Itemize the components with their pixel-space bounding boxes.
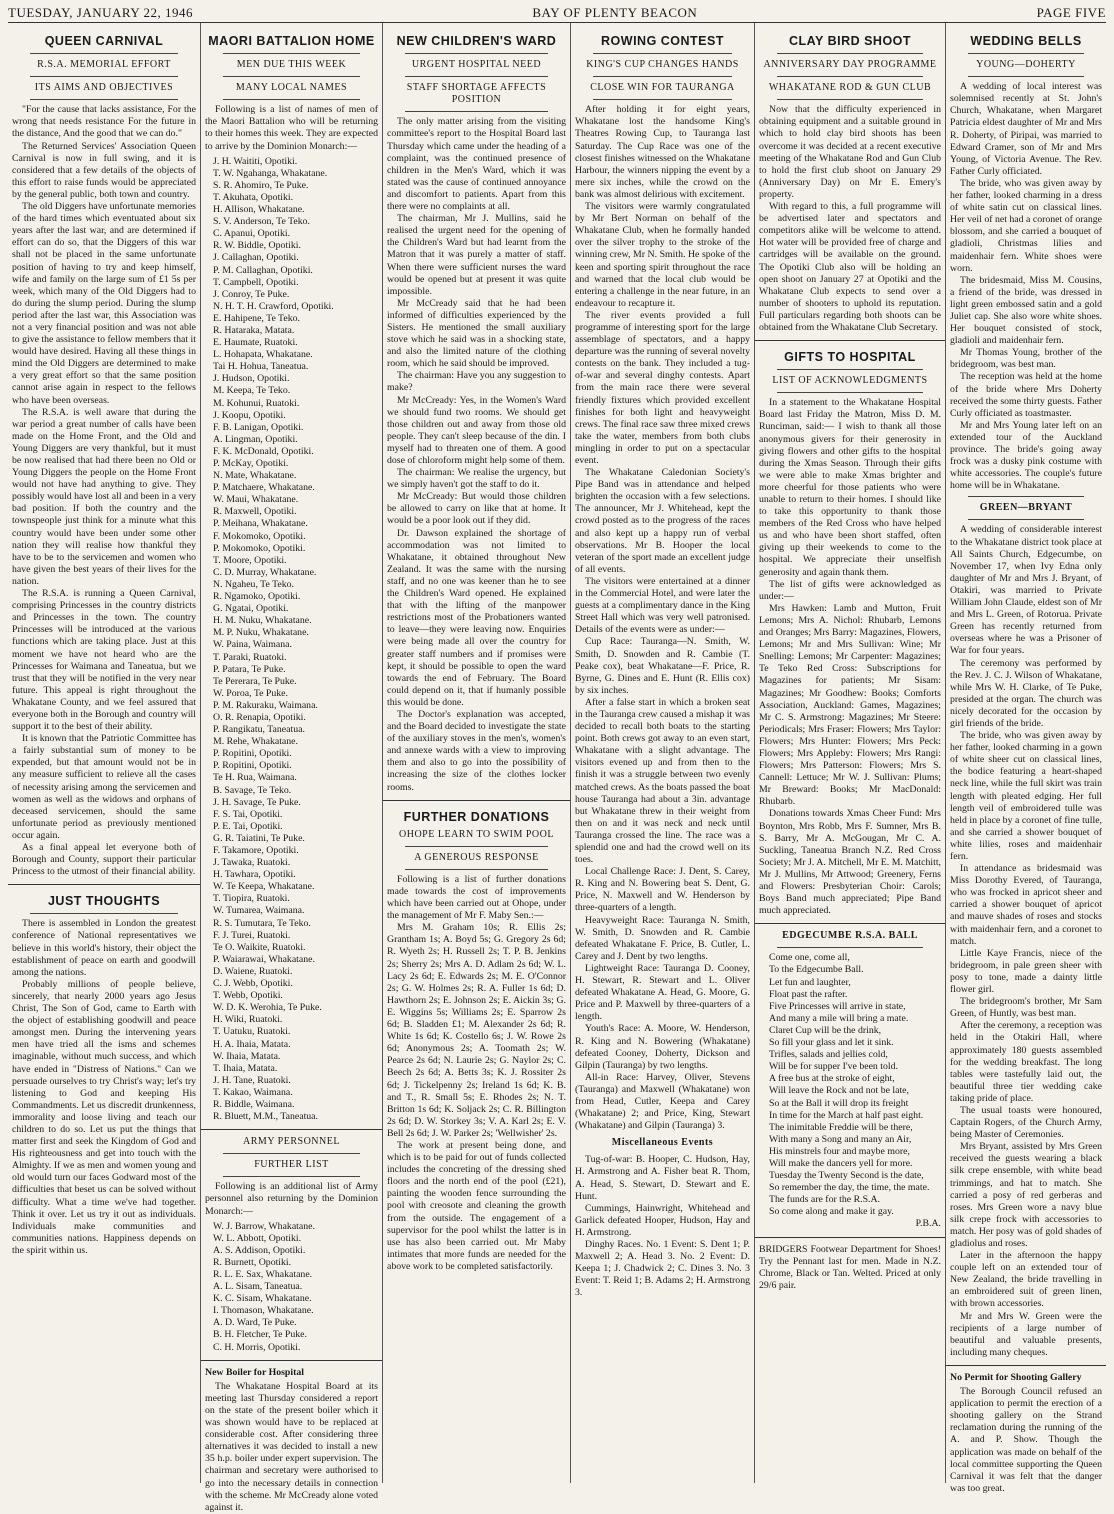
list-item: N. H. T. H. Crawford, Opotiki.	[213, 300, 334, 312]
list-item: P. Waiarawai, Whakatane.	[213, 953, 315, 965]
article-subhead: KING'S CUP CHANGES HANDS	[586, 59, 739, 71]
paragraph: After the ceremony, a reception was held in the Otakiri Hall, where approximately 180 guests assembled for the wedding breakfast. The long tables were tastefully laid out, the beautiful three tier wedding cake taking pride of place.	[950, 1020, 1102, 1104]
poem-line: Let fun and laughter,	[769, 976, 851, 988]
paragraph: Dr. Dawson explained the shortage of accommodation was not limited to Whakatane, it obtained throughout New Zealand. It was the same with the nursing staff, and no one was keener than he to see the Children's Ward opened. He explained that with the lifting of the manpower restrictions most of the Probationers wanted to leave—they were leaving now. Enquiries were being made all over the country for greater staff numbers and if promises were kept, it should be possible to open the ward towards the end of February. The Board could depend on it, that if humanly possible this would be done.	[387, 527, 566, 708]
poem-line: In time for the March at half past eight.	[769, 1109, 924, 1121]
list-item: G. R. Taiatini, Te Puke.	[213, 832, 305, 844]
paragraph: A wedding of local interest was solemnised recently at St. John's Church, Whakatane, when Margaret Patricia eldest daughter of Mr and Mrs R. Doherty, of Piripai, was married to Edward Cramer, son of Mr and Mrs Young, of Victoria Avenue. The Rev. Father Curly officiated.	[950, 81, 1102, 177]
list-item: P. Ropitini, Opotiki.	[213, 760, 292, 772]
section-subhead: Miscellaneous Events	[611, 1137, 714, 1149]
list-item: W. J. Barrow, Whakatane.	[213, 1220, 315, 1232]
paragraph: The R.S.A. is well aware that during the war period a great number of calls have been made on the Home Front, and the Old and Young Diggers are very thankful, but it must be now realised that had there been no Old or Young Diggers the people on the Home Front would not have had anything to give. They possibly would have lost all and been in a very bad position. If both the country and the townspeople just think for a minute what this country would have been under some other nation they will realise how thankful they have to be to the servicemen and women who have given the best years of their lives for the nation.	[12, 406, 196, 587]
list-item: T. Kakao, Waimana.	[213, 1086, 293, 1098]
paragraph: The Whakatane Caledonian Society's Pipe Band was in attendance and helped brighten the occasion with a few selections. The announcer, Mr J. Whitehead, kept the crowd posted as to the progress of the races and also kept up a happy run of verbal observations. Mr B. Hooper the local veteran of the sport made an excellent judge of all events.	[575, 467, 750, 575]
list-item: J. Koopu, Opotiki.	[213, 409, 286, 421]
list-item: G. Ngatai, Opotiki.	[213, 603, 289, 615]
list-item: B. Savage, Te Teko.	[213, 784, 292, 796]
paragraph: With regard to this, a full programme will be advertised later and spectators and competitors alike will be welcome to attend. Hot water will be provided free of charge and cartridges will be available on the ground. The Opotiki Club also will be holding an open shoot on January 27 at Opotiki and the Whakatane Club expects to send over a number of shooters to uphold its reputation. Full particulars regarding both shoots can be obtained from the Whakatane Club Secretary.	[759, 201, 941, 333]
paragraph: Following is a list of names of men of the Maori Battalion who will be returning to their homes this week. They are expected to arrive by the Dominion Monarch:—	[205, 104, 378, 152]
list-item: W. D. K. Werohia, Te Puke.	[213, 1002, 322, 1014]
paragraph: The chairman: Have you any suggestion to make?	[387, 370, 566, 394]
paragraph: Mrs M. Graham 10s; R. Ellis 2s; Grantham 1s; A. Boyd 5s; G. Gregory 2s 6d; R. Wyeth 2s; H. Russell 2s; T. P. B. Jenkins 2s; Sherry 2s; Mrs A. D. Adlam 2s 6d; W. L. Lacy 2s 6d; E. Edwards 2s; M. E. O'Connor 2s; G. W. Holmes 2s; R. A. Fuller 1s 6d; D. Hawthorn 2s; E. Johnson 2s; E. Aickin 3s; G. E. Wiggins 5s; Williams 2s; E. Sparrow 2s 6d; B. Sladden £1; M. Alexander 2s 6d; R. White 1s 6d; K. Costello 6s; J. W. Rowe 2s 6d; Anonymous 2s; A. Toomath 2s; W. Pearce 2s 6d; N. Laurie 2s; G. Naylor 2s; C. Beech 2s 6d; A. Betts 3s; K. J. Rossiter 2s 6d; J. Tickelpenny 2s; Ireland 1s 6d; K. B. and T., R. Small 5s; E. Rhodes 2s; N. T. Britton 1s 6d; K. Soljack 2s; C. R. Billington 2s 6d; D. W. Storkey 3s; V. A. Karl 2s; E. V. Bell 2s 6d; J. W. Parker 2s; 'Wellwisher' 2s.	[387, 922, 566, 1139]
list-item: W. Maui, Whakatane.	[213, 494, 299, 506]
paragraph: The reception was held at the home of the bride where Mrs Doherty received the some thirty guests. Father Curly officiated as toastmaster.	[950, 371, 1102, 419]
article-subhead: ANNIVERSARY DAY PROGRAMME	[763, 59, 937, 71]
paragraph: Mr McCready: But would those children be allowed to carry on like that at home. It would be a poor look out if they did.	[387, 491, 566, 527]
paragraph: As a final appeal let everyone both of Borough and County, support their particular Princess to the utmost of their financial ability.	[12, 842, 196, 878]
poem-line: So come along and make it gay.	[769, 1206, 894, 1218]
column-rowing-contest	[571, 23, 755, 1483]
list-item: H. M. Nuku, Whakatane.	[213, 615, 312, 627]
paragraph: Now that the difficulty experienced in obtaining equipment and a suitable ground in which to hold clay bird shoots has been overcome it was decided at a recent executive meeting of the Whakatane Rod and Gun Club to hold the first club shoot on January 29 (Anniversary Day) on Mr E. Emery's property.	[759, 104, 941, 200]
list-item: C. H. Morris, Opotiki.	[213, 1341, 301, 1353]
paragraph: The Whakatane Hospital Board at its meeting last Thursday considered a report on the state of the present boiler which it was shown would have to be replaced at considerable cost. After considering three alternatives it was decided to install a new 35 h.p. boiler under expert supervision. The chairman and secretary were authorised to go into the necessary details in connection with the scheme. Mr McCready alone voted against it.	[205, 1380, 378, 1513]
list-item: B. H. Fletcher, Te Puke.	[213, 1329, 307, 1341]
paragraph: The bride, who was given away by her father, looked charming in a gown of white sheer cut on classical lines, the bodice featuring a heart-shaped neck line, while the full skirt was train length with pleated edging. Her full length veil of embroidered tulle was held in place by a coronet of fine tulle, and she carried a shower bouquet of white lilies, roses and maidenhair fern.	[950, 730, 1102, 862]
list-item: M. P. Nuku, Whakatane.	[213, 627, 309, 639]
paragraph: Probably millions of people believe, sincerely, that nearly 2000 years ago Jesus Christ, The Son of God, came to Earth with the object of establishing goodwill and peace amongst men. During the intervening years men have tried all the isms and schemes imaginable, without much success, and which have ended in "Distress of Nations." Can we persuade ourselves to try Christ's way; let's try listening to God and keeping His Commandments. Let us discredit drunkenness, immorality and loose living and teach our children to do so. Let us put the things that matter first and seek the Kingdom of God and His righteousness and get into touch with the Almighty. If we as men and women young and old would turn our faces Godward most of the difficulties that beset us can be solved without difficulty. What a time we've had together. Think it over. Let us try it out as individuals. Individuals make communities and communities nations. Happiness depends on the spirit within us.	[12, 978, 196, 1256]
paragraph: Mr and Mrs W. Green were the recipients of a large number of beautiful and valuable presents, including many cheques.	[950, 1310, 1102, 1358]
list-item: T. Uatuku, Ruatoki.	[213, 1026, 291, 1038]
paragraph: Cup Race: Tauranga—N. Smith, W. Smith, D. Snowden and R. Cambie (T. Peake cox), beat Whakatane—F. Price, R. Byrne, G. Dines and E. Hunt (R. Ellis cox) by six inches.	[575, 636, 750, 696]
list-item: S. V. Anderson, Te Teko.	[213, 216, 310, 228]
list-item: H. Wiki, Ruatoki.	[213, 1014, 283, 1026]
list-item: L. Hohapata, Whakatane.	[213, 349, 313, 361]
list-item: Te H. Rua, Waimana.	[213, 772, 297, 784]
list-item: J. Hudson, Opotiki.	[213, 373, 290, 385]
paragraph: In a statement to the Whakatane Hospital Board last Friday the Matron, Miss D. M. Runciman, said:— I wish to thank all those anonymous givers for their generosity in giving flowers and other gifts to the hospital during the Xmas Season. Through their gifts we were able to make Xmas brighter and more cheerful for those patients who were unable to return to their homes. I should like to take this opportunity to thank those members of the Red Cross who have helped us and who have been short staffed, often giving up their weekends to come to the hospital. We appreciate their unselfish generosity and again thank them.	[759, 397, 941, 578]
paragraph: The visitors were warmly congratulated by Mr Bert Norman on behalf of the Whakatane Club, when he formally handed over the silver trophy to the stroke of the winning crew, Mr N. Smith. He spoke of the keen and sporting spirit throughout the race and warned that the local club would be entering a challenge in the near future, in an endeavour to recapture it.	[575, 201, 750, 309]
list-item: J. Tawaka, Ruatoki.	[213, 857, 291, 869]
list-item: H. Allison, Whakatane.	[213, 204, 305, 216]
poem-line: Will make the dancers yell for more.	[769, 1157, 913, 1169]
list-item: J. H. Waititi, Opotiki.	[213, 155, 298, 167]
paper-name: BAY OF PLENTY BEACON	[532, 5, 698, 20]
poem-line: Claret Cup will be the drink,	[769, 1024, 882, 1036]
article-subhead: CLOSE WIN FOR TAURANGA	[590, 82, 735, 94]
paragraph: The only matter arising from the visiting committee's report to the Hospital Board last Thursday which came under the heading of a complaint, was the continued presence of children in the Men's Ward, which it was stated was the cause of continued annoyance and discomfort to patients. Apart from this there were no complaints at all.	[387, 116, 566, 213]
list-item: M. Kohunui, Ruatoki.	[213, 397, 300, 409]
list-item: C. Apanui, Opotiki.	[213, 228, 291, 240]
list-item: R. Hataraka, Matata.	[213, 324, 295, 336]
list-item: T. W. Ngahanga, Whakatane.	[213, 167, 328, 179]
list-item: W. Te Keepa, Whakatane.	[213, 881, 315, 893]
paragraph: Donations towards Xmas Cheer Fund: Mrs Boynton, Mrs Robb, Mrs F. Sumner, Mrs B. S. Barry, Mr A. McGougan, Mr C. A. Suckling, Taneatua Branch N.Z. Red Cross Society; Mr J. A. Mitchell, Mr E. M. Matchitt, Mr J. Mullins, Mr Attwood; Greenery, Ferns and Flowers: Presbyterian Choir: Carols; Boys Band much appreciated; Pipe Band much appreciated.	[759, 808, 941, 917]
paragraph: The work at present being done, and which is to be paid for out of funds collected includes the concreting of the dressing shed floors and the north end of the pool (£21), painting the wooden fence surrounding the pool with creosote and cleaning the growth from the outside. The engagement of a supervisor for the pool whilst the latter is in use has also been carried out. Mr Maby intimates that more funds are needed for the above work to be completed satisfactorily.	[387, 1139, 566, 1272]
paragraph: The bridegroom's brother, Mr Sam Green, of Huntly, was best man.	[950, 996, 1102, 1020]
list-item: R. L. E. Sax, Whakatane.	[213, 1269, 313, 1280]
paragraph: Youth's Race: A. Moore, W. Henderson, R. King and N. Bowering (Whakatane) defeated Cooney, Doherty, Dickson and Gilpin (Tauranga) by two lengths.	[575, 1023, 750, 1071]
list-item: P. McKay, Opotiki.	[213, 458, 289, 469]
name-list	[205, 1221, 378, 1354]
poem-line: His minstrels four and maybe more,	[769, 1145, 910, 1157]
article-subhead: MEN DUE THIS WEEK	[236, 59, 347, 71]
item-title: No Permit for Shooting Gallery	[950, 1371, 1082, 1383]
paragraph: The list of gifts were acknowledged as under:—	[759, 578, 941, 602]
article-subhead: A GENEROUS RESPONSE	[414, 851, 539, 863]
list-item: P. Ropitini, Opotiki.	[213, 748, 292, 760]
poem-line: So remember the day, the time, the mate.	[769, 1182, 930, 1194]
article-title: CLAY BIRD SHOOT	[788, 34, 912, 48]
list-item: T. Webb, Opotiki.	[213, 990, 283, 1002]
list-item: F. K. McDonald, Opotiki.	[213, 445, 314, 457]
paragraph: Heavyweight Race: Tauranga N. Smith, W. Smith, D. Snowden and R. Cambie defeated Whakatane F. Price, B. Cutler, L. Carey and J. Dent by two lengths.	[575, 914, 750, 962]
list-item: O. R. Renapia, Opotiki.	[213, 711, 306, 723]
paragraph: After holding it for eight years, Whakatane lost the handsome King's Theatres Rowing Cup, to Tauranga last Saturday. The Cup Race was one of the closest finishes witnessed on the Whakatane Harbour, the winners nipping the event by a mere six inches, while the crowd on the bank was almost delirious with excitement.	[575, 104, 750, 200]
poem	[759, 952, 941, 1218]
list-item: W. Poroa, Te Puke.	[213, 687, 288, 699]
list-item: F. B. Lanigan, Opotiki.	[213, 421, 304, 433]
paragraph: Cummings, Hainwright, Whitehead and Garlick defeated Hooper, Hudson, Hay and H. Armstrong.	[575, 1202, 750, 1238]
poem-line: Come one, come all,	[769, 952, 850, 964]
list-item: M. Rehe, Whakatane.	[213, 736, 298, 748]
poem-line: So at the Ball it will drop its freight	[769, 1097, 909, 1109]
paragraph: The R.S.A. is running a Queen Carnival, comprising Princesses in the country districts and Princesses in the town. The country Princesses will be introduced at the various functions which are taking place. Just at this moment we have not heard who are the Princesses for Waimana and Taneatua, but we trust that they will be notified in the very near future. This appeal is right throughout the Whakatane County, and we feel assured that everyone both in the Borough and country will support it to the best of their ability.	[12, 588, 196, 733]
list-item: H. Tawhara, Opotiki.	[213, 869, 296, 881]
paragraph: The ceremony was performed by the Rev. J. C. J. Wilson of Whakatane, while Mrs W. H. Clarke, of Te Puke, presided at the organ. The church was nicely decorated for the occasion by girl friends of the bride.	[950, 657, 1102, 729]
paragraph: The Borough Council refused an application to permit the erection of a shooting gallery on the Strand reclamation during the running of the A. and P. Show. Though the application was made on behalf of the local committee supporting the Queen Carnival it was felt that the danger was too great.	[950, 1386, 1102, 1494]
column-childrens-ward	[383, 23, 571, 1483]
list-item: W. Tumarea, Waimana.	[213, 905, 305, 917]
list-item: P. Patara, Te Puke.	[213, 663, 286, 675]
list-item: F. Takamore, Opotiki.	[213, 845, 299, 856]
paragraph: "For the cause that lacks assistance, For the wrong that needs resistance For the future in the distance, And the good that we can do."	[12, 104, 196, 140]
list-item: P. M. Rakuraku, Waimana.	[213, 699, 318, 711]
poem-line: The funds are for the R.S.A.	[769, 1194, 881, 1206]
list-item: A. D. Ward, Te Puke.	[213, 1317, 297, 1329]
list-item: Te Pererara, Te Puke.	[213, 675, 297, 687]
list-item: J. Conroy, Te Puke.	[213, 288, 290, 300]
poem-line: Five Princesses will arrive in state,	[769, 1000, 906, 1012]
list-item: S. R. Ahomiro, Te Puke.	[213, 179, 309, 191]
list-item: M. Keepa, Te Teko.	[213, 385, 291, 397]
poem-line: Will leave the Rock and not be late,	[769, 1085, 909, 1097]
list-item: A. L. Sisam, Taneatua.	[213, 1281, 303, 1293]
poem-line: The inimitable Freddie will be there,	[769, 1121, 913, 1133]
list-item: J. Callaghan, Opotiki.	[213, 252, 299, 264]
list-item: F. S. Tai, Opotiki.	[213, 808, 283, 820]
article-title: NEW CHILDREN'S WARD	[396, 34, 557, 48]
list-item: F. Mokomoko, Opotiki.	[213, 530, 306, 542]
list-item: E. Hahipene, Te Teko.	[213, 312, 300, 324]
poem-line: And many a mile will bring a mate.	[769, 1012, 909, 1024]
paragraph: The Doctor's explanation was accepted, and the Board decided to investigate the state of the auxiliary stoves in the men's, women's and annexe wards with a view to improving them and also to go into the possibility of increasing the size of the clothes locker rooms.	[387, 708, 566, 793]
list-item: P. Rangikatu, Taneatua.	[213, 724, 305, 736]
paragraph: Mr Thomas Young, brother of the bridegroom, was best man.	[950, 347, 1102, 371]
name-list	[205, 156, 378, 1124]
article-title: JUST THOUGHTS	[47, 894, 161, 909]
paragraph: The bridesmaid, Miss M. Cousins, a friend of the bride, was dressed in light green embossed satin and a gold Juliet cap. She also wore white shoes. Her bouquet consisted of stock, gladioli and maidenhair fern.	[950, 274, 1102, 347]
poem-line: Trifles, salads and jellies cold,	[769, 1049, 888, 1061]
article-subhead: URGENT HOSPITAL NEED	[411, 59, 542, 71]
poem-line: Will be for supper I've been told.	[769, 1061, 898, 1073]
list-item: A. S. Addison, Opotiki.	[213, 1244, 306, 1256]
list-item: C. J. Webb, Opotiki.	[213, 978, 293, 990]
list-item: T. Moore, Opotiki.	[213, 554, 287, 566]
list-item: K. C. Sisam, Whakatane.	[213, 1293, 312, 1305]
article-title: MAORI BATTALION HOME	[208, 34, 375, 48]
list-item: E. Haumate, Ruatoki.	[213, 337, 298, 349]
paragraph: All-in Race: Harvey, Oliver, Stevens (Tauranga) and Maxwell (Whakatane) won from Head, Cutler, Keepa and Carey (Whakatane) 2; and Price, King, Stewart (Whakatane) and Gilpin (Tauranga) 3.	[575, 1071, 750, 1132]
paragraph: Tug-of-war: B. Hooper, C. Hudson, Hay, H. Armstrong and A. Fisher beat R. Thom, A. Head, S. Stewart, D. Stewart and E. Hunt.	[575, 1154, 750, 1202]
paragraph: There is assembled in London the greatest conference of National representatives we believe in this world's history, their object the establishment of peace on earth and goodwill among the nations.	[12, 918, 196, 978]
list-item: R. W. Biddle, Opotiki.	[213, 240, 301, 252]
list-item: J. H. Tane, Ruatoki.	[213, 1074, 291, 1086]
list-item: P. Meihana, Whakatane.	[213, 518, 308, 530]
list-item: R. Biddle, Waimana.	[213, 1098, 295, 1110]
article-subhead: LIST OF ACKNOWLEDGMENTS	[772, 375, 928, 387]
paragraph: The visitors were entertained at a dinner in the Commercial Hotel, and were later the guests at a complimentary dance in the King Street Hall which was very well patronised. Details of the events were as under:—	[575, 575, 750, 636]
poem-line: Float past the rafter.	[769, 988, 848, 1000]
poem-line: A free bus at the stroke of eight,	[769, 1073, 895, 1085]
paragraph: The chairman: We realise the urgency, but we simply haven't got the staff to do it.	[387, 467, 566, 491]
article-subhead: STAFF SHORTAGE AFFECTS POSITION	[406, 82, 547, 106]
list-item: T. Akuhata, Opotiki.	[213, 191, 294, 203]
article-title: GIFTS TO HOSPITAL	[784, 350, 916, 365]
poem-line: To the Edgecumbe Ball.	[769, 964, 864, 976]
article-title: ARMY PERSONNEL	[243, 1136, 340, 1148]
list-item: T. Tiopira, Ruatoki.	[213, 893, 290, 905]
article-subhead: GREEN—BRYANT	[979, 502, 1073, 514]
page-number: PAGE FIVE	[1036, 5, 1106, 20]
paragraph: The Returned Services' Association Queen Carnival is now in full swing, and it is considered that a few details of the objects of this effort to raise funds would be appreciated by the general public, both town and country.	[12, 140, 196, 200]
list-item: T. Ihaia, Matata.	[213, 1062, 278, 1074]
list-item: T. Campbell, Opotiki.	[213, 276, 299, 288]
list-item: R. Bluett, M.M., Taneatua.	[213, 1111, 318, 1123]
column-queen-carnival	[8, 23, 201, 1483]
paragraph: Local Challenge Race: J. Dent, S. Carey, R. King and N. Bowering beat S. Dent, G. Price, N. Maxwell and W. Henderson by three-quarters of a length.	[575, 866, 750, 914]
paragraph: The river events provided a full programme of interesting sport for the large assemblage of spectators, and a happy departure was the running of several novelty contests on the bank. They included a tug-of-war and several dinghy contests. Apart from the main race there were several friendly fixtures which provided excellent finishes for both light and heavyweight crews. The final race saw three mixed crews take the water, members from both clubs mingling in order to put on a spectacular event.	[575, 309, 750, 466]
paragraph: A wedding of considerable interest to the Whakatane district took place at All Saints Church, Edgecumbe, on November 17, when Ivy Edna only daughter of Mr and Mrs J. Bryant, of Otakiri, was married to Private William John Claude, eldest son of Mr and Mrs L. Green, of Rotorua. Private Green has recently returned from overseas where he was a Prisoner of War for four years.	[950, 524, 1102, 657]
list-item: T. Paraki, Ruatoki.	[213, 651, 287, 663]
paragraph: Mrs Bryant, assisted by Mrs Green received the guests wearing a black silk crepe ensemble, with white bead trimmings, and hat to match. She carried a posy of red gerberas and roses. Mrs Green wore a navy blue silk crepe frock with accessories to match. Her posy was of gold shades of gladiolus and roses.	[950, 1141, 1102, 1249]
paragraph: Mr McCready said that he had been informed of difficulties experienced by the Sisters. He mentioned the small auxiliary stove which he said was in a shocking state, and also the limited nature of the clothing room, which he said should be improved.	[387, 297, 566, 370]
list-item: R. S. Tumutara, Te Teko.	[213, 917, 311, 929]
list-item: N. Mate, Whakatane.	[213, 470, 297, 482]
article-title: FURTHER DONATIONS	[403, 809, 550, 824]
list-item: P. E. Tai, Opotiki.	[213, 820, 283, 832]
list-item: R. Ngamoko, Opotiki.	[213, 591, 301, 603]
column-wedding-bells	[946, 23, 1106, 1494]
issue-date: TUESDAY, JANUARY 22, 1946	[8, 5, 194, 20]
list-item: N. Ngaheu, Te Teko.	[213, 578, 294, 590]
poem-line: With many a Song and many an Air,	[769, 1133, 912, 1145]
paragraph: Lightweight Race: Tauranga D. Cooney, H. Stewart, R. Stewart and L. Oliver defeated Whakatane A. Head, G. Moore, G. Price and P. Maxwell by three-quarters of a length.	[575, 962, 750, 1023]
article-subhead: YOUNG—DOHERTY	[976, 59, 1076, 71]
paragraph: The chairman, Mr J. Mullins, said he realised the urgent need for the opening of the Children's Ward but had learnt from the Matron that it was purely a matter of staff. When there were sufficient nurses the ward would be opened but at present it was quite impossible.	[387, 213, 566, 297]
paragraph: In attendance as bridesmaid was Miss Dorothy Evered, of Tauranga, who was frocked in apricot sheer and carried a shower bouquet of apricot and mauve shades of roses and stocks with maidenhair fern, and a coronet to match.	[950, 863, 1102, 947]
article-title: EDGECUMBE R.S.A. BALL	[782, 930, 918, 942]
article-subhead: WHAKATANE ROD & GUN CLUB	[768, 82, 932, 94]
item-title: New Boiler for Hospital	[205, 1366, 304, 1378]
article-title: WEDDING BELLS	[970, 34, 1082, 48]
list-item: P. Mokomoko, Opotiki.	[213, 542, 306, 554]
advertisement: BRIDGERS Footwear Department for Shoes! Try the Pennant last for men. Made in N.Z. Chrome, Black or Tan. Welted. Priced at only 29/6 pair.	[759, 1243, 941, 1291]
paragraph: Mr and Mrs Young later left on an extended tour of the Auckland province. The bride's going away frock was a dusky pink costume with white accessories. The couple's future home will be in Whakatane.	[950, 419, 1102, 492]
article-title: QUEEN CARNIVAL	[44, 34, 164, 48]
poem-line: So fill your glass and let it sink.	[769, 1037, 894, 1049]
list-item: F. J. Turei, Ruatoki.	[213, 929, 291, 941]
article-subhead: FURTHER LIST	[254, 1159, 329, 1171]
list-item: W. L. Abbott, Opotiki.	[213, 1232, 302, 1244]
masthead	[8, 4, 1106, 23]
paragraph: Following is a list of further donations made towards the cost of improvements which have been carried out at Ohope, under the management of Mr F. Maby Sen.:—	[387, 873, 566, 922]
column-maori-battalion	[201, 23, 383, 1513]
paragraph: The usual toasts were honoured, Captain Rogers, of the Church Army, being Master of Ceremonies.	[950, 1104, 1102, 1141]
list-item: R. Maxwell, Opotiki.	[213, 506, 297, 518]
signature: P.B.A.	[915, 1218, 941, 1230]
list-item: C. D. Murray, Whakatane.	[213, 566, 317, 578]
column-clay-bird-shoot	[755, 23, 946, 1483]
article-subhead: R.S.A. MEMORIAL EFFORT	[37, 59, 171, 71]
list-item: H. A. Ihaia, Matata.	[213, 1038, 291, 1050]
list-item: Te O. Waikite, Ruatoki.	[213, 941, 306, 953]
list-item: D. Waiene, Ruatoki.	[213, 965, 293, 977]
paragraph: Mr McCready: Yes, in the Women's Ward we should fund two rooms. We should get those children out and away from those old people. They can't sleep because of the din. I myself had to threaten one of them. A good dose of chloroform might help some of them.	[387, 394, 566, 466]
poem-line: Tuesday the Twenty Second is the date,	[769, 1170, 924, 1182]
list-item: P. M. Callaghan, Opotiki.	[213, 264, 313, 276]
list-item: A. Lingman, Opotiki.	[213, 433, 298, 445]
list-item: W. Paina, Waimana.	[213, 639, 292, 651]
paragraph: Following is an additional list of Army personnel also returning by the Dominion Monarch:—	[205, 1181, 378, 1217]
paragraph: The bride, who was given away by her father, looked charming in a dress of white satin cut on classical lines. Her veil of net had a coronet of orange blossom, and she carried a bouquet of gladioli, Christmas lilies and maidenhair fern. White shoes were worn.	[950, 177, 1102, 274]
paragraph: The old Diggers have unfortunate memories of the hard times which eventuated about six years after the last war, and are determined if effort can do so, that the Diggers of this war shall not be placed in the same unfortunate position of having to try and keep himself, wife and family on the large sum of £1 5s per week, which many of the Old Diggers had to do during the slump period. During the slump period after the last war, this Association was not a very financial position and was not able to give the assistance to fellow members that it would have desired. Having all these things in mind the Old Diggers are determined to make a very great effort so that the same position cannot arise again in respect to the fellows who have been overseas.	[12, 201, 196, 406]
list-item: R. Burnett, Opotiki.	[213, 1256, 292, 1268]
paragraph: Little Kaye Francis, niece of the bridegroom, in pale green sheer with posy to tone, made a dainty little flower girl.	[950, 947, 1102, 996]
article-title: ROWING CONTEST	[601, 34, 724, 48]
paragraph: Mrs Hawken: Lamb and Mutton, Fruit Lemons; Mrs A. Nichol: Rhubarb, Lemons and Oranges; Mrs Barry: Magazines, Flowers, Lemons; Mr and Mrs Sullivan: Wine; Mr Snelling: Lemons; Mr Carpenter: Magazines; Te Teko Red Cross: Subscriptions for Magazines for patients; Mr Sisam: Magazines; Mr Goodhew: Books; Comforts Association, Auckland: Games, Magazines; Mr C. S. Armstrong: Magazines; Mr Steere: Periodicals; Mrs Fraser: Flowers; Mrs Taylor: Flowers; Mrs Hunter: Flowers; Mrs Peck: Flowers; Mrs Appleby: Flowers; Mrs Rangi: Flowers; Mrs Patterson: Flowers; Mrs S. Cannell: Lettuce; Mr W. J. Sullivan: Plums; Mr Breward: Books; Mr MacDonald: Rhubarb.	[759, 602, 941, 808]
paragraph: After a false start in which a broken seat in the Tauranga crew caused a mishap it was decided to recall both boats to the starting point. Both crews got away to an even start, Whakatane with a slight advantage. The visitors evened up and from then to the finish it was a struggle between two evenly matched crews. As the boats passed the boat house Tauranga had about a 3in. advantage but Whakatane threw in their weight from then on and it was neck and neck until Tauranga crossed the line. The race was a splendid one and had the crowd well on its toes.	[575, 696, 750, 866]
list-item: J. H. Savage, Te Puke.	[213, 796, 301, 808]
article-subhead: ITS AIMS AND OBJECTIVES	[34, 82, 174, 94]
list-item: Tai H. Hohua, Taneatua.	[213, 361, 309, 373]
article-subhead: MANY LOCAL NAMES	[235, 82, 348, 94]
list-item: W. Ihaia, Matata.	[213, 1050, 281, 1062]
list-item: I. Thomason, Whakatane.	[213, 1305, 314, 1317]
paragraph: Dinghy Races. No. 1 Event: S. Dent 1; P. Maxwell 2; A. Head 3. No. 2 Event: D. Keepa 1; J. Chadwick 2; C. Dines 3. No. 3 Event: T. Reid 1; B. Adams 2; H. Armstrong 3.	[575, 1239, 750, 1299]
list-item: P. Matchaere, Whakatane.	[213, 482, 315, 494]
paragraph: It is known that the Patriotic Committee has a fairly substantial sum of money to be expended, but that amount would not be in any measure sufficient to relieve all the cases of necessity arising among the servicemen and women as well as the widows and orphans of deceased servicemen, should the same unfortunate period as previously mentioned occur again.	[12, 733, 196, 841]
article-subhead: OHOPE LEARN TO SWIM POOL	[399, 828, 554, 840]
paragraph: Later in the afternoon the happy couple left on an extended tour of New Zealand, the bride travelling in an embroidered suit of green linen, with brown accessories.	[950, 1250, 1102, 1310]
